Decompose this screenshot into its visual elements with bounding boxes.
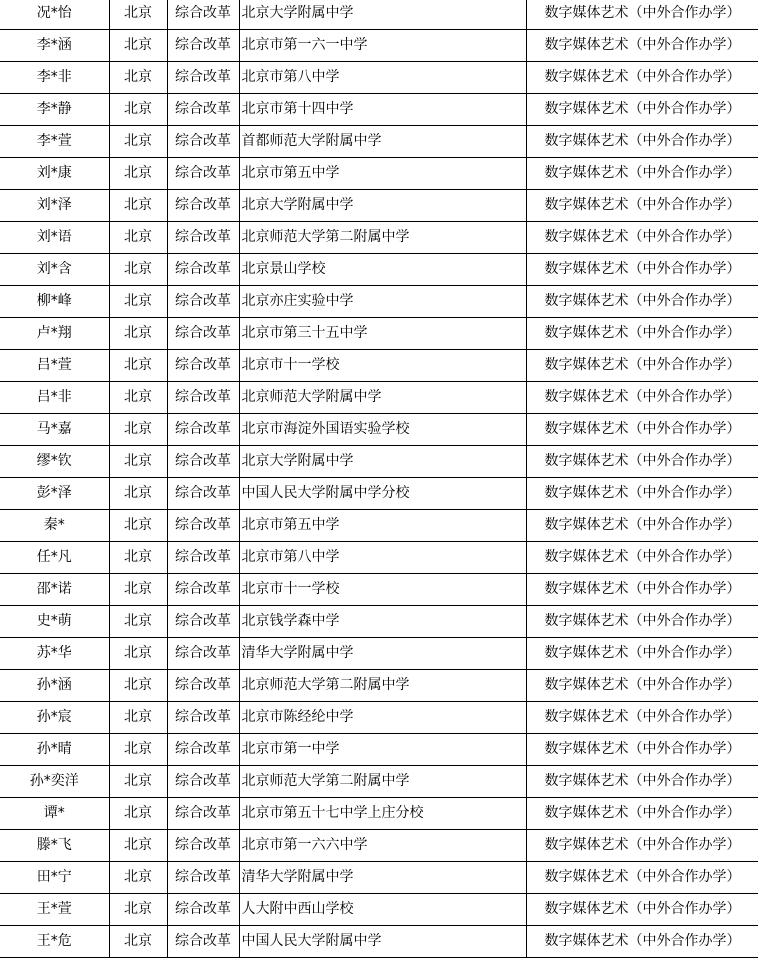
school-cell: 中国人民大学附属中学 <box>239 926 526 958</box>
table-row <box>0 62 758 94</box>
region-cell: 北京 <box>109 222 167 254</box>
student-name-cell: 谭* <box>0 798 109 830</box>
student-name-cell: 孙*晴 <box>0 734 109 766</box>
student-name-cell: 刘*含 <box>0 254 109 286</box>
region-cell: 北京 <box>109 286 167 318</box>
table-row <box>0 286 758 318</box>
school-cell: 北京师范大学第二附属中学 <box>239 766 526 798</box>
student-name-cell: 孙*涵 <box>0 670 109 702</box>
student-name-cell: 李*萱 <box>0 126 109 158</box>
exam-type-cell: 综合改革 <box>167 222 239 254</box>
school-cell: 北京师范大学第二附属中学 <box>239 670 526 702</box>
student-name-cell: 缪*钦 <box>0 446 109 478</box>
table-row <box>0 638 758 670</box>
school-cell: 北京市第十四中学 <box>239 94 526 126</box>
region-cell: 北京 <box>109 62 167 94</box>
table-row <box>0 318 758 350</box>
exam-type-cell: 综合改革 <box>167 766 239 798</box>
major-cell: 数字媒体艺术（中外合作办学） <box>526 798 758 830</box>
region-cell: 北京 <box>109 382 167 414</box>
major-cell: 数字媒体艺术（中外合作办学） <box>526 606 758 638</box>
school-cell: 首都师范大学附属中学 <box>239 126 526 158</box>
exam-type-cell: 综合改革 <box>167 446 239 478</box>
school-cell: 北京市十一学校 <box>239 350 526 382</box>
major-cell: 数字媒体艺术（中外合作办学） <box>526 894 758 926</box>
region-cell: 北京 <box>109 862 167 894</box>
major-cell: 数字媒体艺术（中外合作办学） <box>526 350 758 382</box>
exam-type-cell: 综合改革 <box>167 414 239 446</box>
student-name-cell: 史*萌 <box>0 606 109 638</box>
region-cell: 北京 <box>109 606 167 638</box>
table-row <box>0 190 758 222</box>
major-cell: 数字媒体艺术（中外合作办学） <box>526 62 758 94</box>
region-cell: 北京 <box>109 30 167 62</box>
student-name-cell: 王*萱 <box>0 894 109 926</box>
table-row <box>0 94 758 126</box>
table-row <box>0 574 758 606</box>
student-name-cell: 苏*华 <box>0 638 109 670</box>
exam-type-cell: 综合改革 <box>167 734 239 766</box>
student-name-cell: 马*嘉 <box>0 414 109 446</box>
exam-type-cell: 综合改革 <box>167 0 239 30</box>
school-cell: 北京市第一六一中学 <box>239 30 526 62</box>
school-cell: 北京市第五十七中学上庄分校 <box>239 798 526 830</box>
student-name-cell: 田*宁 <box>0 862 109 894</box>
region-cell: 北京 <box>109 926 167 958</box>
region-cell: 北京 <box>109 318 167 350</box>
table-row <box>0 670 758 702</box>
exam-type-cell: 综合改革 <box>167 862 239 894</box>
table-row <box>0 862 758 894</box>
school-cell: 北京钱学森中学 <box>239 606 526 638</box>
exam-type-cell: 综合改革 <box>167 510 239 542</box>
major-cell: 数字媒体艺术（中外合作办学） <box>526 126 758 158</box>
school-cell: 北京市第五中学 <box>239 510 526 542</box>
school-cell: 北京景山学校 <box>239 254 526 286</box>
school-cell: 中国人民大学附属中学分校 <box>239 478 526 510</box>
major-cell: 数字媒体艺术（中外合作办学） <box>526 30 758 62</box>
region-cell: 北京 <box>109 766 167 798</box>
student-name-cell: 柳*峰 <box>0 286 109 318</box>
student-name-cell: 任*凡 <box>0 542 109 574</box>
table-row <box>0 926 758 958</box>
school-cell: 北京市十一学校 <box>239 574 526 606</box>
exam-type-cell: 综合改革 <box>167 478 239 510</box>
table-row <box>0 894 758 926</box>
major-cell: 数字媒体艺术（中外合作办学） <box>526 542 758 574</box>
table-row <box>0 606 758 638</box>
table-row <box>0 126 758 158</box>
school-cell: 北京师范大学第二附属中学 <box>239 222 526 254</box>
exam-type-cell: 综合改革 <box>167 574 239 606</box>
major-cell: 数字媒体艺术（中外合作办学） <box>526 254 758 286</box>
major-cell: 数字媒体艺术（中外合作办学） <box>526 926 758 958</box>
table-row <box>0 382 758 414</box>
region-cell: 北京 <box>109 350 167 382</box>
region-cell: 北京 <box>109 478 167 510</box>
table-row <box>0 350 758 382</box>
school-cell: 北京市第一中学 <box>239 734 526 766</box>
exam-type-cell: 综合改革 <box>167 30 239 62</box>
region-cell: 北京 <box>109 190 167 222</box>
table-row <box>0 542 758 574</box>
exam-type-cell: 综合改革 <box>167 702 239 734</box>
exam-type-cell: 综合改革 <box>167 830 239 862</box>
school-cell: 北京市第八中学 <box>239 62 526 94</box>
student-name-cell: 滕*飞 <box>0 830 109 862</box>
exam-type-cell: 综合改革 <box>167 126 239 158</box>
region-cell: 北京 <box>109 574 167 606</box>
region-cell: 北京 <box>109 414 167 446</box>
region-cell: 北京 <box>109 798 167 830</box>
exam-type-cell: 综合改革 <box>167 606 239 638</box>
major-cell: 数字媒体艺术（中外合作办学） <box>526 734 758 766</box>
region-cell: 北京 <box>109 542 167 574</box>
school-cell: 清华大学附属中学 <box>239 862 526 894</box>
student-name-cell: 吕*非 <box>0 382 109 414</box>
region-cell: 北京 <box>109 670 167 702</box>
major-cell: 数字媒体艺术（中外合作办学） <box>526 830 758 862</box>
exam-type-cell: 综合改革 <box>167 382 239 414</box>
student-name-cell: 况*怡 <box>0 0 109 30</box>
region-cell: 北京 <box>109 734 167 766</box>
region-cell: 北京 <box>109 638 167 670</box>
region-cell: 北京 <box>109 446 167 478</box>
region-cell: 北京 <box>109 158 167 190</box>
school-cell: 清华大学附属中学 <box>239 638 526 670</box>
major-cell: 数字媒体艺术（中外合作办学） <box>526 222 758 254</box>
student-name-cell: 刘*语 <box>0 222 109 254</box>
table-row <box>0 158 758 190</box>
school-cell: 北京大学附属中学 <box>239 0 526 30</box>
table-row <box>0 446 758 478</box>
exam-type-cell: 综合改革 <box>167 894 239 926</box>
table-row <box>0 798 758 830</box>
school-cell: 北京市第五中学 <box>239 158 526 190</box>
exam-type-cell: 综合改革 <box>167 350 239 382</box>
student-name-cell: 卢*翔 <box>0 318 109 350</box>
student-name-cell: 孙*宸 <box>0 702 109 734</box>
student-name-cell: 刘*康 <box>0 158 109 190</box>
table-row <box>0 414 758 446</box>
school-cell: 北京大学附属中学 <box>239 446 526 478</box>
table-row <box>0 702 758 734</box>
table-row <box>0 478 758 510</box>
major-cell: 数字媒体艺术（中外合作办学） <box>526 510 758 542</box>
table-row <box>0 30 758 62</box>
region-cell: 北京 <box>109 894 167 926</box>
exam-type-cell: 综合改革 <box>167 638 239 670</box>
region-cell: 北京 <box>109 702 167 734</box>
exam-type-cell: 综合改革 <box>167 62 239 94</box>
region-cell: 北京 <box>109 830 167 862</box>
table-row <box>0 254 758 286</box>
student-name-cell: 刘*泽 <box>0 190 109 222</box>
table-row <box>0 766 758 798</box>
table-row <box>0 830 758 862</box>
major-cell: 数字媒体艺术（中外合作办学） <box>526 766 758 798</box>
major-cell: 数字媒体艺术（中外合作办学） <box>526 0 758 30</box>
exam-type-cell: 综合改革 <box>167 318 239 350</box>
major-cell: 数字媒体艺术（中外合作办学） <box>526 446 758 478</box>
student-name-cell: 李*静 <box>0 94 109 126</box>
student-name-cell: 邵*诺 <box>0 574 109 606</box>
region-cell: 北京 <box>109 254 167 286</box>
student-name-cell: 王*危 <box>0 926 109 958</box>
school-cell: 北京市第一六六中学 <box>239 830 526 862</box>
table-row <box>0 222 758 254</box>
major-cell: 数字媒体艺术（中外合作办学） <box>526 190 758 222</box>
exam-type-cell: 综合改革 <box>167 94 239 126</box>
region-cell: 北京 <box>109 94 167 126</box>
exam-type-cell: 综合改革 <box>167 542 239 574</box>
major-cell: 数字媒体艺术（中外合作办学） <box>526 702 758 734</box>
major-cell: 数字媒体艺术（中外合作办学） <box>526 574 758 606</box>
table-row <box>0 734 758 766</box>
school-cell: 北京市第三十五中学 <box>239 318 526 350</box>
region-cell: 北京 <box>109 510 167 542</box>
exam-type-cell: 综合改革 <box>167 926 239 958</box>
student-name-cell: 孙*奕洋 <box>0 766 109 798</box>
major-cell: 数字媒体艺术（中外合作办学） <box>526 670 758 702</box>
school-cell: 北京市陈经纶中学 <box>239 702 526 734</box>
major-cell: 数字媒体艺术（中外合作办学） <box>526 638 758 670</box>
student-name-cell: 彭*泽 <box>0 478 109 510</box>
region-cell: 北京 <box>109 126 167 158</box>
school-cell: 北京市海淀外国语实验学校 <box>239 414 526 446</box>
school-cell: 北京亦庄实验中学 <box>239 286 526 318</box>
major-cell: 数字媒体艺术（中外合作办学） <box>526 414 758 446</box>
exam-type-cell: 综合改革 <box>167 254 239 286</box>
student-name-cell: 吕*萱 <box>0 350 109 382</box>
student-name-cell: 李*非 <box>0 62 109 94</box>
exam-type-cell: 综合改革 <box>167 286 239 318</box>
student-name-cell: 秦* <box>0 510 109 542</box>
major-cell: 数字媒体艺术（中外合作办学） <box>526 286 758 318</box>
exam-type-cell: 综合改革 <box>167 670 239 702</box>
major-cell: 数字媒体艺术（中外合作办学） <box>526 382 758 414</box>
exam-type-cell: 综合改革 <box>167 158 239 190</box>
major-cell: 数字媒体艺术（中外合作办学） <box>526 478 758 510</box>
school-cell: 北京师范大学附属中学 <box>239 382 526 414</box>
major-cell: 数字媒体艺术（中外合作办学） <box>526 318 758 350</box>
table-row <box>0 510 758 542</box>
school-cell: 人大附中西山学校 <box>239 894 526 926</box>
major-cell: 数字媒体艺术（中外合作办学） <box>526 94 758 126</box>
student-name-cell: 李*涵 <box>0 30 109 62</box>
major-cell: 数字媒体艺术（中外合作办学） <box>526 862 758 894</box>
exam-type-cell: 综合改革 <box>167 798 239 830</box>
school-cell: 北京大学附属中学 <box>239 190 526 222</box>
table-row <box>0 0 758 30</box>
region-cell: 北京 <box>109 0 167 30</box>
major-cell: 数字媒体艺术（中外合作办学） <box>526 158 758 190</box>
exam-type-cell: 综合改革 <box>167 190 239 222</box>
school-cell: 北京市第八中学 <box>239 542 526 574</box>
